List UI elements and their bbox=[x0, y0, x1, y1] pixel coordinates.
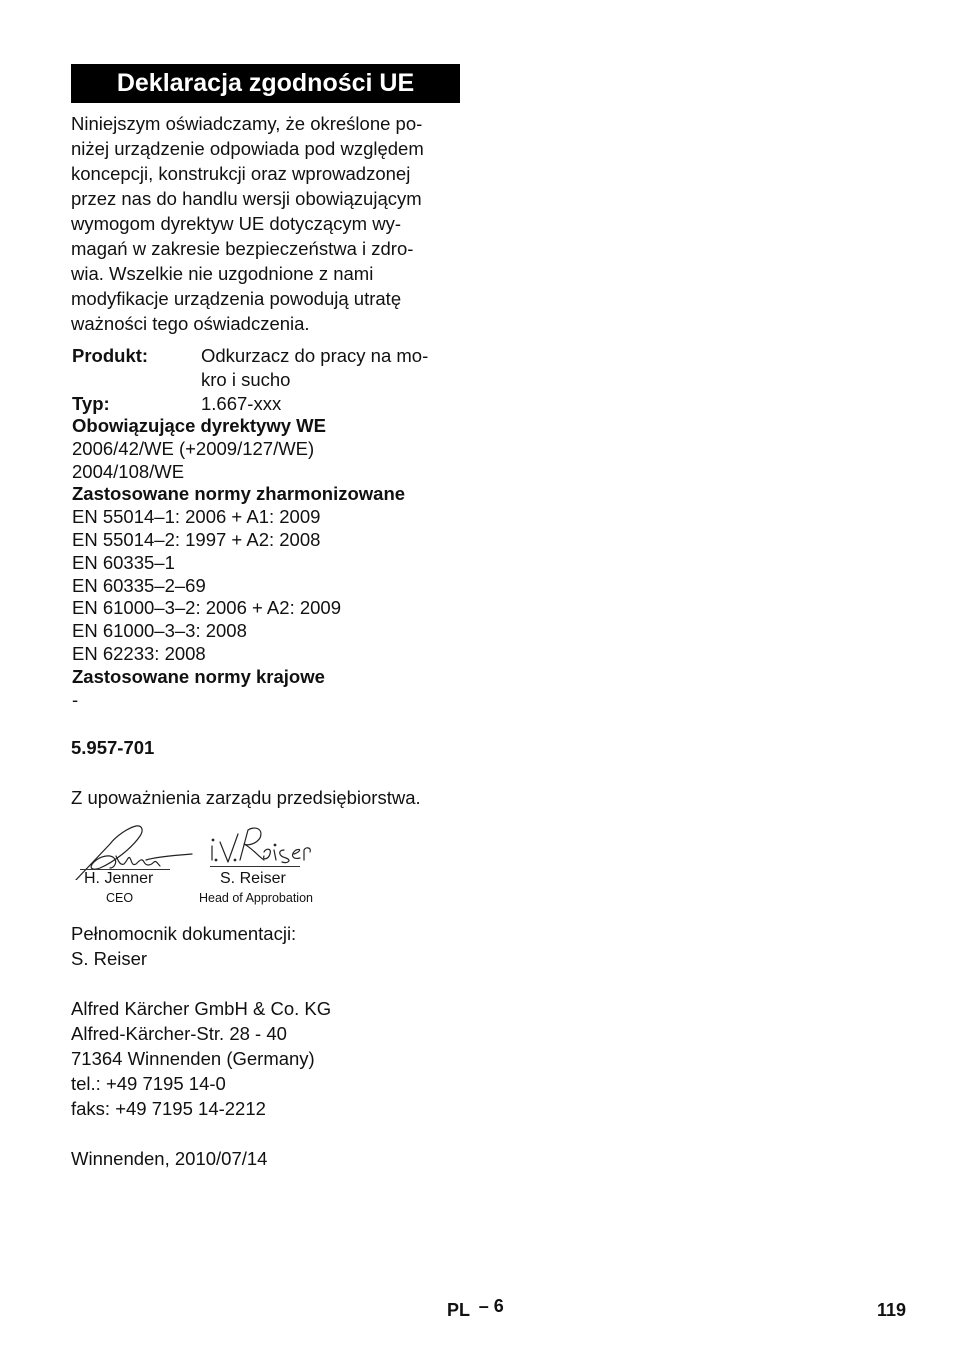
type-label: Typ: bbox=[72, 393, 110, 414]
footer-lang-code: PL bbox=[447, 1300, 470, 1320]
page-number: 119 bbox=[877, 1300, 907, 1320]
place-date bbox=[71, 1146, 267, 1171]
intro-line: magań w zakresie bezpieczeństwa i zdro- bbox=[71, 238, 414, 259]
norm-item: EN 60335–1 bbox=[72, 551, 175, 573]
intro-line: niżej urządzenie odpowiada pod względem bbox=[71, 138, 424, 159]
national-heading: Zastosowane normy krajowe bbox=[72, 665, 325, 687]
product-value-cont: kro i sucho bbox=[201, 369, 291, 390]
doc-agent-name: S. Reiser bbox=[71, 948, 148, 969]
type-value: 1.667-xxx bbox=[201, 393, 282, 414]
intro-line: koncepcji, konstrukcji oraz wprowadzonej bbox=[71, 163, 411, 184]
place-date-text: Winnenden, 2010/07/14 bbox=[71, 1148, 268, 1169]
intro-line: ważności tego oświadczenia. bbox=[71, 313, 310, 334]
company-address bbox=[71, 996, 331, 1121]
directive-item: 2006/42/WE (+2009/127/WE) bbox=[72, 437, 315, 459]
intro-line: wymogom dyrektyw UE dotyczącym wy- bbox=[71, 213, 401, 234]
product-value: Odkurzacz do pracy na mo- bbox=[201, 345, 429, 366]
documentation-agent bbox=[71, 921, 296, 971]
signatory-role: CEO bbox=[106, 891, 134, 905]
footer-language bbox=[447, 1296, 504, 1321]
product-spec bbox=[72, 344, 467, 711]
national-value: - bbox=[72, 688, 79, 710]
product-label: Produkt: bbox=[72, 345, 149, 366]
norm-item: EN 60335–2–69 bbox=[72, 574, 206, 596]
harmonized-section bbox=[72, 483, 467, 665]
intro-line: wia. Wszelkie nie uzgodnione z nami bbox=[71, 263, 374, 284]
address-line: tel.: +49 7195 14-0 bbox=[71, 1073, 226, 1094]
signatures bbox=[70, 820, 370, 910]
signatory-role: Head of Approbation bbox=[199, 891, 313, 905]
address-line: Alfred-Kärcher-Str. 28 - 40 bbox=[71, 1023, 287, 1044]
page-title: Deklaracja zgodności UE bbox=[71, 64, 460, 103]
intro-line: Niniejszym oświadczamy, że określone po- bbox=[71, 113, 423, 134]
intro-paragraph bbox=[71, 111, 466, 336]
national-section bbox=[72, 666, 467, 712]
intro-line: modyfikacje urządzenia powodują utratę bbox=[71, 288, 402, 309]
authorization-text: Z upoważnienia zarządu przedsiębiorstwa. bbox=[71, 787, 421, 808]
norm-item: EN 61000–3–3: 2008 bbox=[72, 620, 247, 642]
intro-line: przez nas do handlu wersji obowiązującym bbox=[71, 188, 422, 209]
signatory-name: H. Jenner bbox=[84, 870, 154, 887]
address-line: faks: +49 7195 14-2212 bbox=[71, 1098, 266, 1119]
norm-item: EN 55014–2: 1997 + A2: 2008 bbox=[72, 528, 321, 550]
norm-item: EN 62233: 2008 bbox=[72, 642, 206, 664]
signature-line bbox=[210, 866, 300, 867]
harmonized-heading: Zastosowane normy zharmonizowane bbox=[72, 483, 406, 505]
norm-item: EN 55014–1: 2006 + A1: 2009 bbox=[72, 506, 321, 528]
document-code: 5.957-701 bbox=[71, 737, 155, 758]
directives-section bbox=[72, 415, 467, 483]
product-row bbox=[72, 344, 467, 368]
norm-item: EN 61000–3–2: 2006 + A2: 2009 bbox=[72, 597, 341, 619]
directive-item: 2004/108/WE bbox=[72, 460, 185, 482]
product-row-cont bbox=[72, 368, 467, 392]
type-row bbox=[72, 392, 467, 415]
address-line: 71364 Winnenden (Germany) bbox=[71, 1048, 315, 1069]
directives-heading: Obowiązujące dyrektywy WE bbox=[72, 415, 326, 436]
signatory-name: S. Reiser bbox=[220, 870, 286, 887]
footer-section-page: – 6 bbox=[478, 1296, 504, 1316]
doc-agent-label: Pełnomocnik dokumentacji: bbox=[71, 923, 297, 944]
address-line: Alfred Kärcher GmbH & Co. KG bbox=[71, 998, 332, 1019]
